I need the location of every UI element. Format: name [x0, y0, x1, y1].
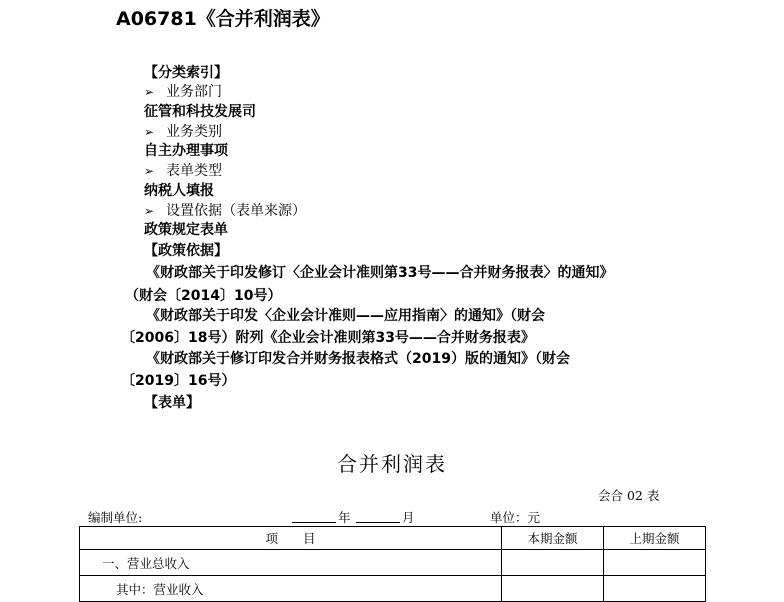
policy-heading: 【政策依据】 [144, 243, 228, 259]
arrow-bullet-icon: ➢ [144, 204, 155, 218]
policy-line: （财会〔2014〕10号） [125, 288, 282, 304]
table-row [80, 550, 706, 576]
form-title: 合并利润表 [337, 452, 447, 476]
month-field[interactable] [356, 508, 400, 523]
year-label: 年 [338, 510, 351, 525]
row-item: 其中：营业收入 [80, 576, 502, 602]
index-item-category [144, 121, 222, 141]
index-heading: 【分类索引】 [144, 65, 228, 81]
column-header-current: 本期金额 [502, 527, 604, 550]
arrow-bullet-icon: ➢ [144, 85, 155, 99]
index-value: 政策规定表单 [144, 222, 228, 238]
policy-line: 《财政部关于印发修订〈企业会计准则第33号——合并财务报表〉的通知》 [146, 265, 614, 281]
index-value: 自主办理事项 [144, 143, 228, 159]
index-value: 纳税人填报 [144, 183, 214, 199]
row-current-amount[interactable] [502, 576, 604, 602]
year-field[interactable] [292, 508, 336, 523]
table-header-row [80, 527, 706, 550]
form-heading: 【表单】 [144, 395, 200, 411]
index-item-basis [144, 200, 306, 220]
index-label: 业务部门 [166, 84, 222, 100]
index-label: 业务类别 [166, 124, 222, 140]
month-label: 月 [402, 510, 415, 525]
index-item-department [144, 81, 222, 101]
index-label: 表单类型 [166, 163, 222, 179]
unit-label: 单位：元 [490, 510, 541, 525]
income-statement-table [79, 526, 706, 602]
document-title: A06781《合并利润表》 [116, 8, 330, 30]
column-header-previous: 上期金额 [604, 527, 706, 550]
org-label: 编制单位: [88, 510, 143, 525]
policy-line: 《财政部关于修订印发合并财务报表格式（2019）版的通知》（财会 [146, 351, 570, 367]
row-current-amount[interactable] [502, 550, 604, 576]
row-item: 一、营业总收入 [80, 550, 502, 576]
policy-line: 《财政部关于印发〈企业会计准则——应用指南〉的通知》（财会 [146, 308, 545, 324]
index-label: 设置依据（表单来源） [166, 203, 306, 219]
policy-line: 〔2006〕18号）附列《企业会计准则第33号——合并财务报表》 [121, 330, 535, 346]
row-previous-amount[interactable] [604, 550, 706, 576]
column-header-item: 项 目 [80, 527, 502, 550]
index-value: 征管和科技发展司 [144, 104, 256, 120]
policy-line: 〔2019〕16号） [121, 373, 236, 389]
form-code: 会合 02 表 [598, 488, 660, 503]
table-row [80, 576, 706, 602]
index-item-form-type [144, 160, 222, 180]
row-previous-amount[interactable] [604, 576, 706, 602]
arrow-bullet-icon: ➢ [144, 164, 155, 178]
arrow-bullet-icon: ➢ [144, 125, 155, 139]
